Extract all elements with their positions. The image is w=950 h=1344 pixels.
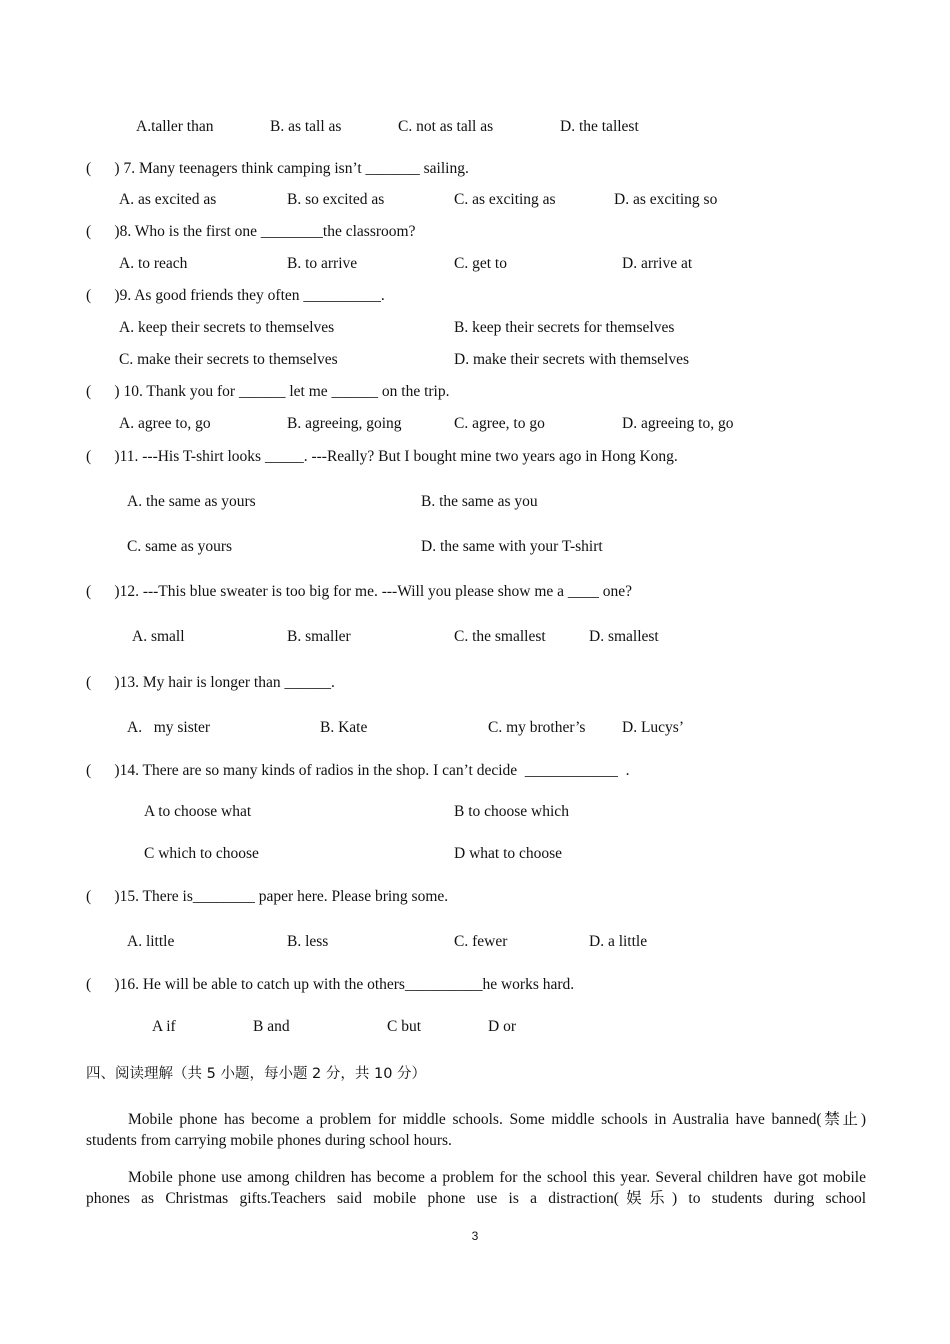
q15-option-c: C. fewer: [454, 933, 508, 950]
question-7-stem: ( ) 7. Many teenagers think camping isn’t _______ sailing.: [86, 160, 469, 177]
q11-option-b: B. the same as you: [421, 493, 538, 510]
q6-option-a: A.taller than: [136, 118, 214, 135]
q16-option-b: B and: [253, 1018, 290, 1035]
question-9-stem: ( )9. As good friends they often __________.: [86, 287, 385, 304]
q14-option-c: C which to choose: [144, 845, 259, 862]
question-8-stem: ( )8. Who is the first one ________the classroom?: [86, 223, 416, 240]
q11-option-c: C. same as yours: [127, 538, 233, 555]
q7-option-c: C. as exciting as: [454, 191, 556, 208]
question-12-stem: ( )12. ---This blue sweater is too big for me. ---Will you please show me a ____ one?: [86, 583, 633, 600]
question-11-stem: ( )11. ---His T-shirt looks _____. ---Really? But I bought mine two years ago in Hong Kong.: [86, 448, 678, 465]
q14-option-b: B to choose which: [454, 803, 569, 820]
q12-option-c: C. the smallest: [454, 628, 546, 645]
q10-option-a: A. agree to, go: [119, 415, 211, 432]
page-number: 3: [471, 1229, 479, 1243]
q13-option-d: D. Lucys’: [622, 719, 684, 736]
q14-option-a: A to choose what: [144, 803, 252, 820]
passage-paragraph-1: Mobile phone has become a problem for middle schools. Some middle schools in Australia have banned(禁止) students from carrying mobile phones during school hours.: [86, 1111, 866, 1149]
q10-option-c: C. agree, to go: [454, 415, 545, 432]
q8-option-d: D. arrive at: [622, 255, 693, 272]
section-title: 四、阅读理解（共 5 小题，每小题 2 分，共 10 分）: [86, 1066, 427, 1082]
q8-option-c: C. get to: [454, 255, 507, 272]
q9-option-a: A. keep their secrets to themselves: [119, 319, 335, 336]
q13-option-c: C. my brother’s: [488, 719, 586, 736]
q8-option-b: B. to arrive: [287, 255, 358, 272]
q16-option-d: D or: [488, 1018, 516, 1035]
q10-option-d: D. agreeing to, go: [622, 415, 734, 432]
q8-option-a: A. to reach: [119, 255, 188, 272]
q9-option-d: D. make their secrets with themselves: [454, 351, 690, 368]
question-14-stem: ( )14. There are so many kinds of radios in the shop. I can’t decide ____________ .: [86, 762, 630, 779]
q11-option-d: D. the same with your T-shirt: [421, 538, 603, 555]
q13-option-a: A. my sister: [127, 719, 211, 736]
q15-option-d: D. a little: [589, 933, 648, 950]
q11-option-a: A. the same as yours: [127, 493, 256, 510]
q16-option-a: A if: [152, 1018, 176, 1035]
q9-option-b: B. keep their secrets for themselves: [454, 319, 675, 336]
q16-option-c: C but: [387, 1018, 422, 1035]
q6-option-c: C. not as tall as: [398, 118, 494, 135]
q12-option-a: A. small: [132, 628, 185, 645]
q14-option-d: D what to choose: [454, 845, 563, 862]
q6-option-b: B. as tall as: [270, 118, 342, 135]
q12-option-d: D. smallest: [589, 628, 659, 645]
q15-option-a: A. little: [127, 933, 175, 950]
q12-option-b: B. smaller: [287, 628, 351, 645]
q13-option-b: B. Kate: [320, 719, 368, 736]
q6-option-d: D. the tallest: [560, 118, 639, 135]
q7-option-b: B. so excited as: [287, 191, 385, 208]
q10-option-b: B. agreeing, going: [287, 415, 402, 432]
q15-option-b: B. less: [287, 933, 329, 950]
passage-paragraph-2: Mobile phone use among children has become a problem for the school this year. Several children have got mobile phones as Christmas gifts.Teachers said mobile phone use is a distraction(娱乐) to students during school: [86, 1169, 866, 1207]
q9-option-c: C. make their secrets to themselves: [119, 351, 338, 368]
question-13-stem: ( )13. My hair is longer than ______.: [86, 674, 335, 691]
q7-option-a: A. as excited as: [119, 191, 217, 208]
question-16-stem: ( )16. He will be able to catch up with the others__________he works hard.: [86, 976, 575, 993]
q7-option-d: D. as exciting so: [614, 191, 718, 208]
question-10-stem: ( ) 10. Thank you for ______ let me ______ on the trip.: [86, 383, 450, 400]
question-15-stem: ( )15. There is________ paper here. Please bring some.: [86, 888, 449, 905]
